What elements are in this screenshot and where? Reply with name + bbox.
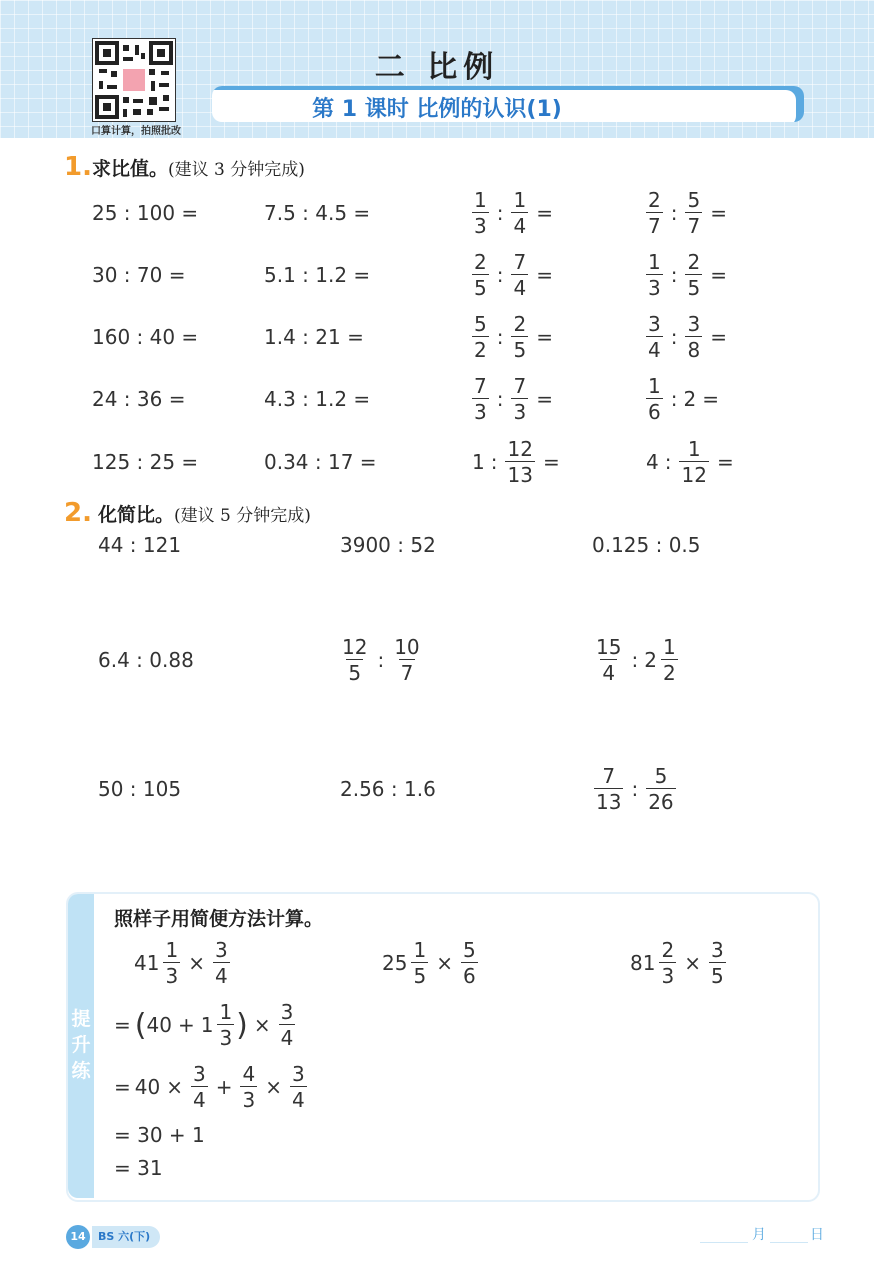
example-step: = ( 40 + 1 $\frac{1}{3}$ ) × $\frac{3}{4}$ <box>114 1000 294 1050</box>
fraction: $\frac{7}{3}$ <box>513 374 527 424</box>
fraction: $\frac{1}{4}$ <box>513 188 527 238</box>
fraction: $\frac{1}{6}$ <box>648 374 661 424</box>
section-2-number: 2. <box>64 498 92 528</box>
fraction: $\frac{2}{7}$ <box>648 188 661 238</box>
practice-problem: 81 $\frac{2}{3}$ × $\frac{3}{5}$ <box>630 938 724 988</box>
simplify-item: 44 : 121 <box>98 533 182 557</box>
fraction: $\frac{3}{4}$ <box>280 1000 294 1050</box>
fraction: $\frac{5}{6}$ <box>462 938 476 988</box>
grade-label: BS 六(下) <box>92 1226 160 1248</box>
simplify-item: $\frac{12}{5}$ : $\frac{10}{7}$ <box>342 635 420 685</box>
ratio-item: 125 : 25 = <box>92 450 199 474</box>
section-1-title <box>92 154 305 181</box>
fraction: $\frac{5}{2}$ <box>474 312 487 362</box>
fraction: $\frac{1}{2}$ <box>662 635 676 685</box>
simplify-item: 3900 : 52 <box>340 533 436 557</box>
example-step: = 40 × $\frac{3}{4}$ + $\frac{4}{3}$ × $\frac{3}{4}$ <box>114 1062 305 1112</box>
month-label: 月 <box>752 1227 766 1243</box>
chapter-title: 二 比例 <box>374 50 500 85</box>
fraction: $\frac{3}{4}$ <box>648 312 661 362</box>
fraction: $\frac{12}{5}$ <box>342 635 368 685</box>
fraction: $\frac{4}{3}$ <box>242 1062 256 1112</box>
fraction: $\frac{7}{13}$ <box>596 764 622 814</box>
ratio-item: 1.4 : 21 = <box>264 325 364 349</box>
fraction: $\frac{5}{7}$ <box>687 188 701 238</box>
ratio-item: 25 : 100 = <box>92 201 199 225</box>
fraction: $\frac{1}{3}$ <box>474 188 487 238</box>
fraction: $\frac{1}{3}$ <box>648 250 661 300</box>
fraction: $\frac{5}{26}$ <box>648 764 674 814</box>
fraction: $\frac{1}{5}$ <box>413 938 427 988</box>
practice-problem: 25 $\frac{1}{5}$ × $\frac{5}{6}$ <box>382 938 476 988</box>
example-step: = 30 + 1 <box>114 1123 205 1147</box>
day-blank[interactable] <box>770 1242 808 1243</box>
panel-heading: 照样子用简便方法计算。 <box>114 908 324 930</box>
ratio-item: 0.34 : 17 = <box>264 450 377 474</box>
fraction: $\frac{2}{5}$ <box>687 250 701 300</box>
fraction-ratio-item: $\frac{2}{7}$ : $\frac{5}{7}$ = <box>648 188 727 238</box>
fraction: $\frac{1}{12}$ <box>681 437 707 487</box>
simplify-item: 0.125 : 0.5 <box>592 533 701 557</box>
example-expression: 41 $\frac{1}{3}$ × $\frac{3}{4}$ <box>134 938 228 988</box>
fraction-ratio-item: $\frac{1}{3}$ : $\frac{2}{5}$ = <box>648 250 727 300</box>
fraction-ratio-item: 1 : $\frac{12}{13}$ = <box>472 437 560 487</box>
fraction: $\frac{3}{5}$ <box>710 938 724 988</box>
fraction: $\frac{3}{4}$ <box>214 938 228 988</box>
fraction-ratio-item: $\frac{3}{4}$ : $\frac{3}{8}$ = <box>648 312 727 362</box>
fraction: $\frac{7}{3}$ <box>474 374 487 424</box>
fraction-ratio-item: 4 : $\frac{1}{12}$ = <box>646 437 734 487</box>
fraction-ratio-item: $\frac{1}{6}$ : 2 = <box>648 374 719 424</box>
ratio-item: 5.1 : 1.2 = <box>264 263 371 287</box>
section-1-note: (建议 3 分钟完成) <box>168 160 305 180</box>
panel-tag: 提升练 <box>71 1008 91 1082</box>
fraction-ratio-item: $\frac{2}{5}$ : $\frac{7}{4}$ = <box>474 250 553 300</box>
ratio-item: 7.5 : 4.5 = <box>264 201 371 225</box>
fraction: $\frac{3}{4}$ <box>192 1062 206 1112</box>
example-step: = 31 <box>114 1156 163 1180</box>
ratio-item: 160 : 40 = <box>92 325 199 349</box>
section-1-number: 1. <box>64 152 92 182</box>
fraction-ratio-item: $\frac{7}{3}$ : $\frac{7}{3}$ = <box>474 374 553 424</box>
fraction: $\frac{1}{3}$ <box>219 1000 233 1050</box>
fraction: $\frac{3}{8}$ <box>687 312 701 362</box>
section-2-note: (建议 5 分钟完成) <box>174 506 311 526</box>
page-number: 14 <box>66 1225 90 1249</box>
qr-caption: 口算计算，拍照批改 <box>91 126 181 137</box>
simplify-item: 6.4 : 0.88 <box>98 648 194 672</box>
simplify-item: $\frac{7}{13}$ : $\frac{5}{26}$ <box>596 764 674 814</box>
fraction: $\frac{2}{5}$ <box>474 250 487 300</box>
section-2-title-text: 化简比。 <box>98 504 175 526</box>
fraction: $\frac{3}{4}$ <box>291 1062 305 1112</box>
fraction-ratio-item: $\frac{1}{3}$ : $\frac{1}{4}$ = <box>474 188 553 238</box>
fraction: $\frac{1}{3}$ <box>165 938 179 988</box>
ratio-item: 24 : 36 = <box>92 387 186 411</box>
section-1-title-text: 求比值。 <box>92 158 169 180</box>
fraction: $\frac{10}{7}$ <box>394 635 420 685</box>
simplify-item: 2.56 : 1.6 <box>340 777 436 801</box>
fraction: $\frac{15}{4}$ <box>596 635 622 685</box>
fraction: $\frac{12}{13}$ <box>507 437 533 487</box>
month-blank[interactable] <box>700 1242 748 1243</box>
lesson-title: 第 1 课时 比例的认识(1) <box>312 97 562 122</box>
fraction: $\frac{2}{3}$ <box>661 938 675 988</box>
ratio-item: 30 : 70 = <box>92 263 186 287</box>
fraction-ratio-item: $\frac{5}{2}$ : $\frac{2}{5}$ = <box>474 312 553 362</box>
ratio-item: 4.3 : 1.2 = <box>264 387 371 411</box>
day-label: 日 <box>810 1227 824 1243</box>
fraction: $\frac{2}{5}$ <box>513 312 527 362</box>
fraction: $\frac{7}{4}$ <box>513 250 527 300</box>
simplify-item: $\frac{15}{4}$ : 2 $\frac{1}{2}$ <box>596 635 676 685</box>
simplify-item: 50 : 105 <box>98 777 182 801</box>
